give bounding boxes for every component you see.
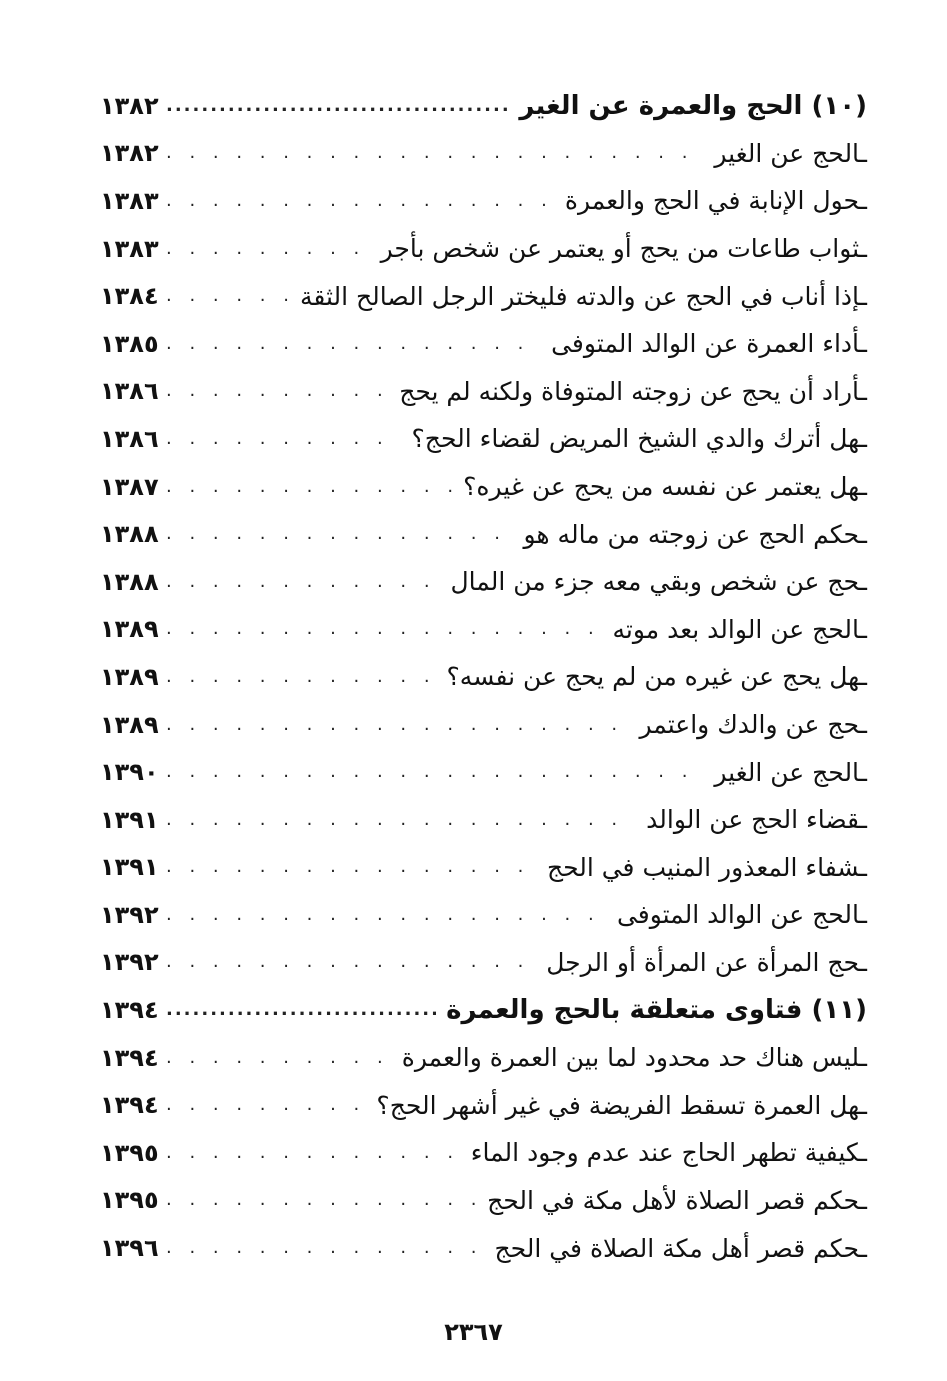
toc-section-heading xyxy=(100,986,867,1034)
dot-leader xyxy=(166,1141,461,1165)
toc-entry-title: ـالحج عن الغير xyxy=(714,138,867,168)
toc-entry xyxy=(100,1034,867,1082)
dot-leader xyxy=(166,950,536,974)
toc-entry-page: ١٣٩٢ xyxy=(100,900,159,929)
toc-entry xyxy=(100,558,867,606)
toc-entry-page: ١٣٨٥ xyxy=(100,329,159,358)
dot-leader xyxy=(166,332,541,356)
toc-entry-page: ١٣٨٦ xyxy=(100,377,159,406)
dot-leader xyxy=(166,94,509,118)
toc-entry xyxy=(100,1224,867,1272)
toc-entry-page: ١٣٨٣ xyxy=(100,234,159,263)
dot-leader xyxy=(166,808,636,832)
toc-entry xyxy=(100,320,867,368)
toc-entry-page: ١٣٨٩ xyxy=(100,710,159,739)
toc-entry-title: ـأداء العمرة عن الوالد المتوفى xyxy=(551,329,867,359)
table-of-contents xyxy=(100,82,867,1272)
toc-entry-page: ١٣٩٥ xyxy=(100,1186,159,1215)
toc-entry-page: ١٣٩٢ xyxy=(100,948,159,977)
dot-leader xyxy=(166,1046,392,1070)
toc-entry-title: ـحكم الحج عن زوجته من ماله هو xyxy=(523,519,867,549)
toc-entry xyxy=(100,1177,867,1225)
toc-entry-title: (١٠) الحج والعمرة عن الغير xyxy=(519,90,867,121)
toc-entry-title: ـهل أترك والدي الشيخ المريض لقضاء الحج؟ xyxy=(411,424,867,454)
dot-leader xyxy=(166,570,441,594)
dot-leader xyxy=(166,189,555,213)
toc-entry xyxy=(100,1081,867,1129)
dot-leader xyxy=(166,617,602,641)
toc-entry-title: ـإذا أناب في الحج عن والدته فليختر الرجل الصالح الثقة xyxy=(299,281,867,311)
toc-entry-page: ١٣٨٤ xyxy=(100,282,159,311)
toc-entry-title: ـحكم قصر أهل مكة الصلاة في الحج xyxy=(494,1233,867,1263)
toc-entry xyxy=(100,415,867,463)
toc-entry-page: ١٣٨٨ xyxy=(100,567,159,596)
toc-entry-title: ـحج المرأة عن المرأة أو الرجل xyxy=(546,947,867,977)
toc-entry-page: ١٣٩٤ xyxy=(100,1091,159,1120)
toc-entry-title: ـحج عن والدك واعتمر xyxy=(639,710,867,740)
dot-leader xyxy=(166,713,630,737)
toc-entry-page: ١٣٩٥ xyxy=(100,1138,159,1167)
toc-entry-title: ـالحج عن الغير xyxy=(714,757,867,787)
dot-leader xyxy=(166,141,704,165)
toc-entry xyxy=(100,272,867,320)
toc-entry xyxy=(100,606,867,654)
toc-entry xyxy=(100,844,867,892)
toc-entry xyxy=(100,225,867,273)
toc-entry-title: ـأراد أن يحج عن زوجته المتوفاة ولكنه لم يحج xyxy=(399,376,867,406)
toc-entry xyxy=(100,939,867,987)
toc-entry-page: ١٣٨٨ xyxy=(100,520,159,549)
toc-section-heading xyxy=(100,82,867,130)
toc-entry xyxy=(100,796,867,844)
dot-leader xyxy=(166,855,537,879)
toc-entry xyxy=(100,130,867,178)
toc-entry-page: ١٣٩٤ xyxy=(100,996,159,1025)
toc-entry-page: ١٣٨٧ xyxy=(100,472,159,501)
toc-entry-page: ١٣٩٤ xyxy=(100,1043,159,1072)
toc-entry-page: ١٣٨٢ xyxy=(100,139,159,168)
toc-entry xyxy=(100,463,867,511)
dot-leader xyxy=(166,903,607,927)
toc-entry-title: ـقضاء الحج عن الوالد xyxy=(646,805,867,835)
dot-leader xyxy=(166,1188,477,1212)
toc-entry-title: ـحكم قصر الصلاة لأهل مكة في الحج xyxy=(487,1185,867,1215)
dot-leader xyxy=(166,427,402,451)
toc-entry-title: ـشفاء المعذور المنيب في الحج xyxy=(546,852,867,882)
dot-leader xyxy=(166,522,514,546)
toc-entry-page: ١٣٨٢ xyxy=(100,91,159,120)
dot-leader xyxy=(166,284,290,308)
toc-entry-title: ـهل يحج عن غيره من لم يحج عن نفسه؟ xyxy=(446,662,867,692)
toc-entry xyxy=(100,1129,867,1177)
toc-entry-page: ١٣٨٩ xyxy=(100,662,159,691)
toc-entry-title: ـثواب طاعات من يحج أو يعتمر عن شخص بأجر xyxy=(380,234,867,264)
page-number: ٢٣٦٧ xyxy=(444,1318,503,1346)
toc-entry xyxy=(100,748,867,796)
toc-entry-page: ١٣٩٠ xyxy=(100,758,159,787)
dot-leader xyxy=(166,760,704,784)
toc-entry-title: ـالحج عن الوالد بعد موته xyxy=(612,614,867,644)
toc-entry-title: ـهل العمرة تسقط الفريضة في غير أشهر الحج؟ xyxy=(376,1090,867,1120)
toc-entry-page: ١٣٩١ xyxy=(100,805,159,834)
toc-entry xyxy=(100,891,867,939)
dot-leader xyxy=(166,1236,484,1260)
dot-leader xyxy=(166,475,453,499)
dot-leader xyxy=(166,237,371,261)
toc-entry xyxy=(100,368,867,416)
dot-leader xyxy=(166,998,436,1022)
toc-entry xyxy=(100,701,867,749)
toc-entry-page: ١٣٨٩ xyxy=(100,615,159,644)
dot-leader xyxy=(166,1093,366,1117)
toc-entry-title: ـحول الإنابة في الحج والعمرة xyxy=(564,186,867,216)
toc-entry-title: ـالحج عن الوالد المتوفى xyxy=(616,900,867,930)
toc-entry-page: ١٣٨٣ xyxy=(100,186,159,215)
toc-entry-page: ١٣٨٦ xyxy=(100,424,159,453)
toc-entry-title: ـليس هناك حد محدود لما بين العمرة والعمرة xyxy=(401,1043,867,1073)
toc-entry-title: (١١) فتاوى متعلقة بالحج والعمرة xyxy=(446,995,867,1026)
toc-entry xyxy=(100,177,867,225)
toc-entry-title: ـحج عن شخص وبقي معه جزء من المال xyxy=(450,567,867,597)
dot-leader xyxy=(166,379,389,403)
toc-entry-page: ١٣٩١ xyxy=(100,853,159,882)
toc-entry xyxy=(100,653,867,701)
toc-entry xyxy=(100,510,867,558)
toc-entry-page: ١٣٩٦ xyxy=(100,1234,159,1263)
toc-entry-title: ـهل يعتمر عن نفسه من يحج عن غيره؟ xyxy=(463,472,867,502)
toc-entry-title: ـكيفية تطهر الحاج عند عدم وجود الماء xyxy=(470,1138,867,1168)
dot-leader xyxy=(166,665,437,689)
